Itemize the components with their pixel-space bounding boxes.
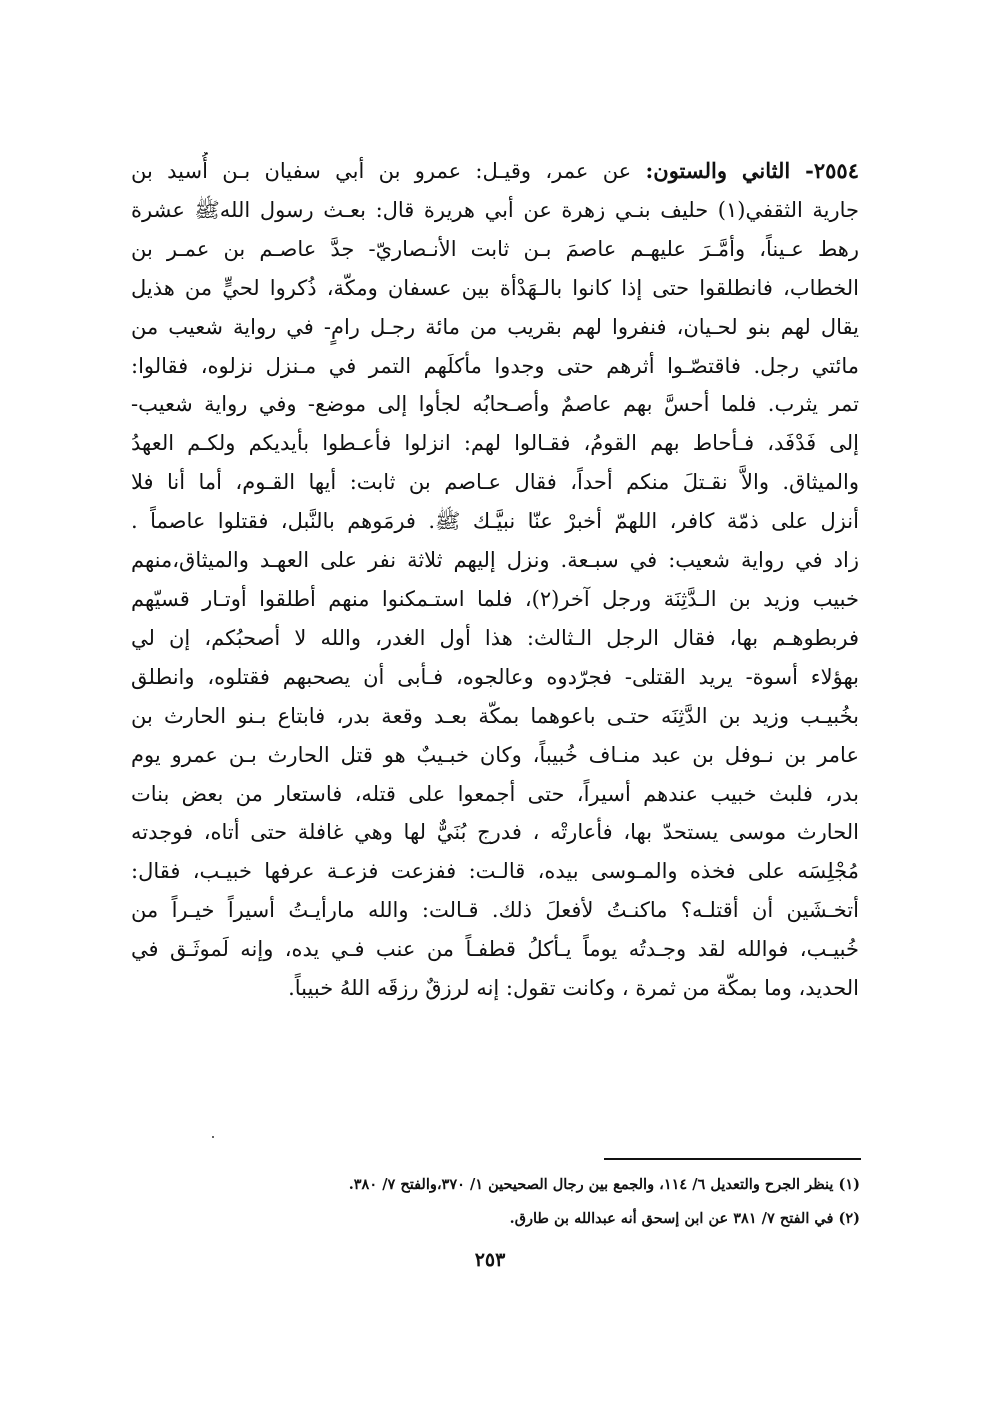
footnote-divider bbox=[604, 1158, 861, 1160]
text-line: خبيب وزيد بن الـدَّثِنَة ورجل آخر(٢)، فلما استـمكنوا منهم أطلقوا أوتـار قسيّهم bbox=[131, 586, 859, 611]
text-line: بخُبيـب وزيد بن الدَّثِنَه حتـى باعوهما بمكّة بعـد وقعة بدر، فابتاع بـنو الحارث بن bbox=[131, 703, 859, 728]
text-line: الحديد، وما بمكّة من ثمرة ، وكانت تقول: إنه لرزقٌ رزقَه اللهُ خبيباً. bbox=[288, 976, 859, 1001]
text-line: الحارث موسى يستحدّ بها، فأعارتْه ، فدرج بُنَيٌّ لها وهي غافلة حتى أتاه، فوجدته bbox=[131, 820, 859, 845]
text-line: مُجْلِسَه على فخذه والمـوسى بيده، قالـت: ففزعت فزعـة عرفها خبيـب، فقال: bbox=[131, 859, 859, 884]
text-line: يقال لهم بنو لحـيان، فنفروا لهم بقريب من مائة رجـل رامٍ- في رواية شعيب من bbox=[131, 314, 859, 339]
footnotes bbox=[250, 1168, 860, 1236]
text-line: أنزل على ذمّة كافر، اللهمّ أخبرْ عنّا نبيَّـك ﷺ. فرمَوهم بالنَّبل، فقتلوا عاصماً . bbox=[131, 509, 859, 534]
footnote-1: (١) ينظر الجرح والتعديل ٦/ ١١٤، والجمع بين رجال الصحيحين ١/ ٣٧٠،والفتح ٧/ ٣٨٠. bbox=[348, 1176, 860, 1193]
page-number: ٢٥٣ bbox=[474, 1249, 506, 1271]
text-line: عامر بن نـوفل بن عبد منـاف خُبيباً، وكان خبـيبٌ هو قتل الحارث بـن عمرو يوم bbox=[131, 742, 859, 767]
text-line: والميثاق. والاَّ نقـتلَ منكم أحداً، فقال عـاصم بن ثابت: أيها القـوم، أما أنا فلا bbox=[131, 470, 859, 495]
text-line: الخطاب، فانطلقوا حتى إذا كانوا بالـهَدْأة بين عسفان ومكّة، ذُكروا لحيٍّ من هذيل bbox=[131, 275, 859, 300]
text-line: أتخـشَين أن أقتلـه؟ ماكنـتُ لأفعلَ ذلك. قـالت: والله مارأيـتُ أسيراً خيـراً من bbox=[131, 898, 859, 923]
text-line: بدر، فلبث خبيب عندهم أسيراً، حتى أجمعوا على قتله، فاستعار من بعض بنات bbox=[131, 781, 859, 806]
text-line: رهط عـيناً، وأمَّـرَ عليهـم عاصمَ بـن ثابت الأنـصاريّ- جدَّ عاصـم بن عمـر بن bbox=[131, 236, 859, 261]
hadith-text bbox=[131, 152, 859, 1008]
text-line: خُبيـب، فوالله لقد وجـدتُه يوماً يـأكلُ قطفـاً من عنب فـي يده، وإنه لَموثَـق في bbox=[131, 937, 859, 962]
scan-speck bbox=[212, 1136, 214, 1138]
text-line: تمر يثرب. فلما أحسَّ بهم عاصمٌ وأصـحابُه لجأوا إلى موضع- وفي رواية شعيب- bbox=[131, 392, 859, 417]
text-line: بهؤلاء أسوة- يريد القتلى- فجرّدوه وعالجوه، فـأبى أن يصحبهم فقتلوه، وانطلق bbox=[131, 664, 859, 689]
hadith-first-line bbox=[131, 152, 859, 191]
text-line: زاد في رواية شعيب: في سبـعة. ونزل إليهم ثلاثة نفر على العهـد والميثاق،منهم bbox=[131, 548, 859, 573]
text-line: جارية الثقفي(١) حليف بنـي زهرة عن أبي هريرة قال: بعـث رسول اللهﷺ عشرة bbox=[131, 197, 859, 222]
footnote-2: (٢) في الفتح ٧/ ٣٨١ عن ابن إسحق أنه عبدالله بن طارق. bbox=[509, 1210, 860, 1227]
hadith-heading: ٢٥٥٤- الثاني والستون: bbox=[645, 158, 859, 183]
text-line: إلى فَدْفَد، فـأحاط بهم القومُ، فقـالوا لهم: انزلوا فأعـطوا بأيديكم ولكـم العهدُ bbox=[131, 431, 859, 456]
text-line: فربطوهـم بها، فقال الرجل الـثالث: هذا أول الغدر، والله لا أصحبُكم، إن لي bbox=[131, 625, 859, 650]
text-line: عن عمر، وقيـل: عمرو بن أبي سفيان بـن أُسيد بن bbox=[131, 159, 632, 183]
text-line: مائتي رجل. فاقتصّـوا أثرهم حتى وجدوا مأكلَهم التمر في مـنزل نزلوه، فقالوا: bbox=[131, 353, 859, 378]
